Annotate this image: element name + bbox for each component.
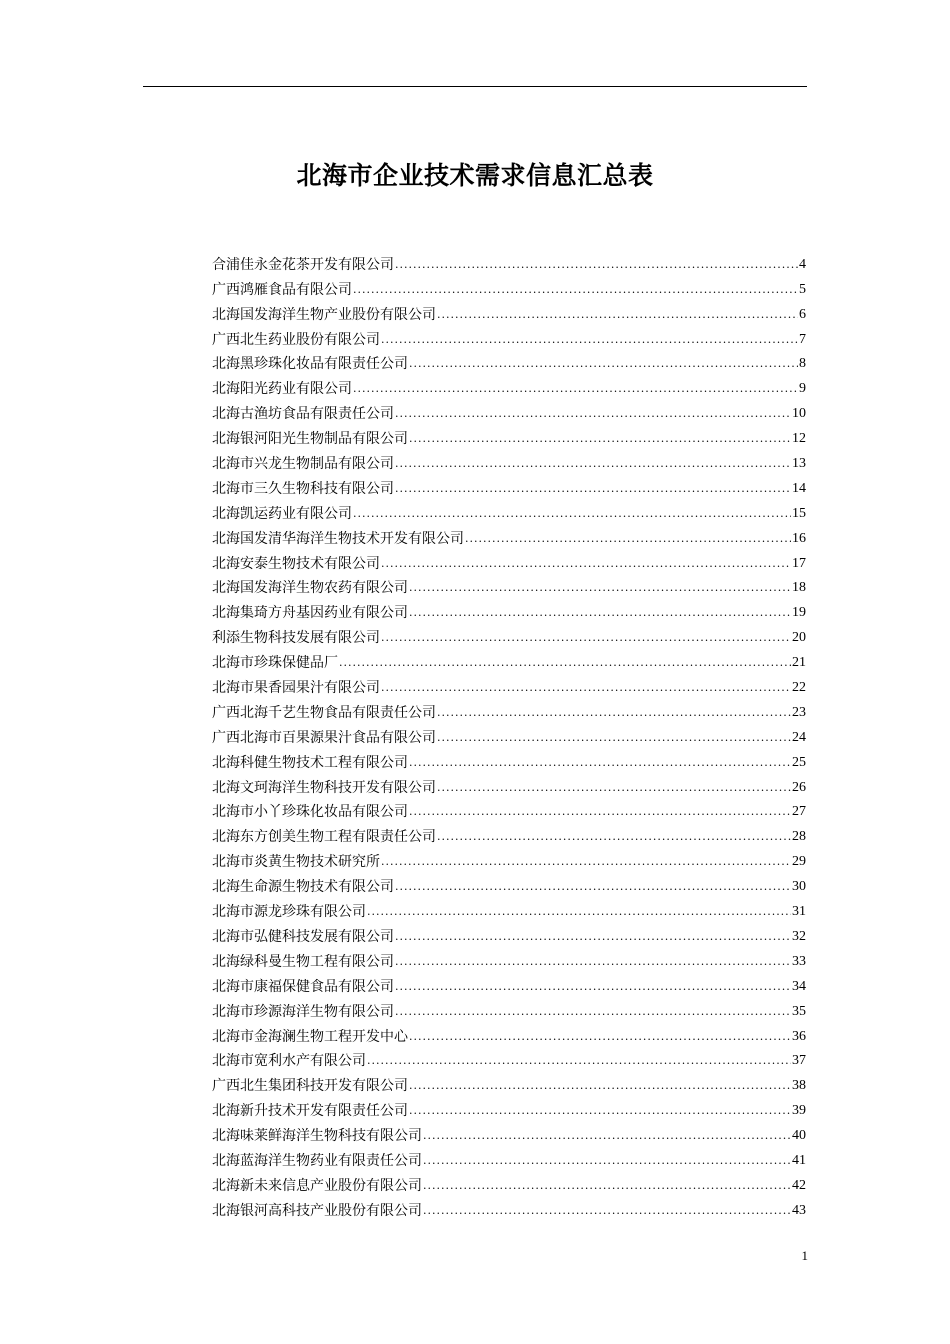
toc-entry-name: 北海安泰生物技术有限公司: [212, 555, 380, 572]
toc-entry[interactable]: [212, 1196, 806, 1221]
toc-entry-page: 14: [792, 480, 806, 496]
toc-dot-leader: [395, 1004, 791, 1020]
toc-entry-name: 北海市兴龙生物制品有限公司: [212, 456, 394, 473]
toc-entry-page: 18: [792, 580, 806, 596]
toc-dot-leader: [409, 1078, 791, 1094]
toc-entry-name: 北海绿科曼生物工程有限公司: [212, 953, 394, 970]
toc-entry[interactable]: [212, 673, 806, 698]
toc-entry-name: 北海新升技术开发有限责任公司: [212, 1103, 408, 1120]
toc-dot-leader: [381, 630, 791, 646]
toc-dot-leader: [339, 655, 791, 671]
toc-entry-page: 35: [792, 1003, 806, 1019]
toc-entry[interactable]: [212, 872, 806, 897]
toc-entry-page: 33: [792, 953, 806, 969]
toc-entry-name: 广西鸿雁食品有限公司: [212, 281, 352, 298]
toc-entry-page: 25: [792, 754, 806, 770]
toc-entry-name: 北海市小丫珍珠化妆品有限公司: [212, 804, 408, 821]
toc-dot-leader: [353, 381, 798, 397]
toc-dot-leader: [409, 804, 791, 820]
toc-entry-page: 5: [799, 281, 806, 297]
toc-entry[interactable]: [212, 1121, 806, 1146]
toc-dot-leader: [395, 929, 791, 945]
toc-dot-leader: [395, 481, 791, 497]
toc-entry-page: 29: [792, 854, 806, 870]
header-rule: [143, 86, 807, 87]
toc-entry[interactable]: [212, 623, 806, 648]
toc-entry-name: 北海市珍源海洋生物有限公司: [212, 1003, 394, 1020]
toc-dot-leader: [395, 879, 791, 895]
toc-dot-leader: [381, 332, 798, 348]
toc-entry-name: 北海集琦方舟基因药业有限公司: [212, 605, 408, 622]
toc-entry-page: 23: [792, 704, 806, 720]
toc-entry[interactable]: [212, 972, 806, 997]
toc-dot-leader: [437, 307, 798, 323]
toc-dot-leader: [423, 1203, 791, 1219]
toc-dot-leader: [409, 431, 791, 447]
toc-entry-name: 北海市炎黄生物技术研究所: [212, 854, 380, 871]
toc-entry[interactable]: [212, 325, 806, 350]
toc-entry-name: 北海新未来信息产业股份有限公司: [212, 1177, 422, 1194]
toc-dot-leader: [423, 1153, 791, 1169]
toc-entry-name: 北海市源龙珍珠有限公司: [212, 904, 366, 921]
toc-entry[interactable]: [212, 524, 806, 549]
toc-entry[interactable]: [212, 922, 806, 947]
toc-entry-page: 43: [792, 1202, 806, 1218]
toc-entry[interactable]: [212, 474, 806, 499]
toc-entry[interactable]: [212, 275, 806, 300]
toc-entry-name: 北海生命源生物技术有限公司: [212, 879, 394, 896]
toc-entry-page: 6: [799, 306, 806, 322]
toc-entry-name: 北海黑珍珠化妆品有限责任公司: [212, 356, 408, 373]
toc-entry[interactable]: [212, 399, 806, 424]
toc-entry-page: 28: [792, 829, 806, 845]
toc-entry-page: 13: [792, 456, 806, 472]
toc-entry[interactable]: [212, 350, 806, 375]
toc-entry-name: 北海国发海洋生物产业股份有限公司: [212, 306, 436, 323]
toc-entry-page: 12: [792, 431, 806, 447]
toc-entry-name: 北海市康福保健食品有限公司: [212, 978, 394, 995]
toc-entry[interactable]: [212, 947, 806, 972]
toc-entry-page: 7: [799, 331, 806, 347]
toc-entry-name: 北海市三久生物科技有限公司: [212, 480, 394, 497]
toc-entry-page: 38: [792, 1078, 806, 1094]
toc-entry[interactable]: [212, 374, 806, 399]
toc-entry-name: 北海蓝海洋生物药业有限责任公司: [212, 1152, 422, 1169]
toc-entry[interactable]: [212, 549, 806, 574]
toc-dot-leader: [367, 1053, 791, 1069]
toc-entry-name: 广西北海市百果源果汁食品有限公司: [212, 729, 436, 746]
toc-entry-name: 北海文珂海洋生物科技开发有限公司: [212, 779, 436, 796]
toc-entry[interactable]: [212, 1146, 806, 1171]
toc-entry-name: 北海凯运药业有限公司: [212, 505, 352, 522]
toc-entry-page: 40: [792, 1128, 806, 1144]
toc-entry-name: 北海市珍珠保健品厂: [212, 655, 338, 672]
toc-entry-page: 24: [792, 729, 806, 745]
document-title: 北海市企业技术需求信息汇总表: [296, 161, 654, 190]
toc-dot-leader: [409, 1103, 791, 1119]
toc-entry[interactable]: [212, 424, 806, 449]
toc-entry-page: 26: [792, 779, 806, 795]
toc-entry-name: 北海市弘健科技发展有限公司: [212, 928, 394, 945]
toc-entry[interactable]: [212, 1022, 806, 1047]
toc-entry-page: 41: [792, 1152, 806, 1168]
toc-entry[interactable]: [212, 822, 806, 847]
toc-entry-page: 36: [792, 1028, 806, 1044]
toc-entry[interactable]: [212, 1171, 806, 1196]
toc-dot-leader: [437, 730, 791, 746]
toc-entry[interactable]: [212, 897, 806, 922]
toc-entry[interactable]: [212, 698, 806, 723]
toc-dot-leader: [381, 556, 791, 572]
toc-entry-page: 19: [792, 605, 806, 621]
toc-entry[interactable]: [212, 798, 806, 823]
toc-entry-page: 21: [792, 655, 806, 671]
table-of-contents: [212, 250, 806, 1221]
toc-dot-leader: [437, 829, 791, 845]
toc-dot-leader: [353, 506, 791, 522]
toc-entry[interactable]: [212, 499, 806, 524]
toc-dot-leader: [409, 755, 791, 771]
toc-entry-page: 42: [792, 1177, 806, 1193]
toc-dot-leader: [409, 605, 791, 621]
toc-entry-page: 20: [792, 630, 806, 646]
toc-dot-leader: [381, 680, 791, 696]
toc-entry-name: 北海国发清华海洋生物技术开发有限公司: [212, 530, 464, 547]
toc-entry-name: 合浦佳永金花茶开发有限公司: [212, 256, 394, 273]
toc-entry-name: 北海银河阳光生物制品有限公司: [212, 431, 408, 448]
toc-entry[interactable]: [212, 1047, 806, 1072]
toc-entry-page: 27: [792, 804, 806, 820]
toc-entry-name: 北海国发海洋生物农药有限公司: [212, 580, 408, 597]
toc-entry-name: 广西北海千艺生物食品有限责任公司: [212, 704, 436, 721]
toc-dot-leader: [423, 1178, 791, 1194]
toc-entry-page: 37: [792, 1053, 806, 1069]
toc-entry-name: 利添生物科技发展有限公司: [212, 630, 380, 647]
toc-dot-leader: [367, 904, 791, 920]
toc-entry-page: 22: [792, 680, 806, 696]
toc-dot-leader: [353, 282, 798, 298]
toc-entry-page: 10: [792, 406, 806, 422]
toc-entry[interactable]: [212, 598, 806, 623]
toc-dot-leader: [395, 406, 791, 422]
toc-entry-page: 17: [792, 555, 806, 571]
toc-entry-name: 北海市金海澜生物工程开发中心: [212, 1028, 408, 1045]
toc-entry[interactable]: [212, 723, 806, 748]
toc-dot-leader: [437, 780, 791, 796]
toc-entry-name: 北海市果香园果汁有限公司: [212, 680, 380, 697]
toc-entry-page: 4: [799, 256, 806, 272]
toc-entry-name: 北海东方创美生物工程有限责任公司: [212, 829, 436, 846]
toc-dot-leader: [409, 1029, 791, 1045]
toc-entry-name: 北海市宽利水产有限公司: [212, 1053, 366, 1070]
toc-entry-page: 34: [792, 978, 806, 994]
toc-entry[interactable]: [212, 300, 806, 325]
toc-dot-leader: [437, 705, 791, 721]
toc-dot-leader: [395, 954, 791, 970]
toc-entry-name: 广西北生集团科技开发有限公司: [212, 1078, 408, 1095]
toc-entry[interactable]: [212, 773, 806, 798]
toc-dot-leader: [423, 1128, 791, 1144]
toc-entry-name: 北海科健生物技术工程有限公司: [212, 754, 408, 771]
toc-entry[interactable]: [212, 1071, 806, 1096]
toc-entry[interactable]: [212, 748, 806, 773]
toc-dot-leader: [409, 580, 791, 596]
toc-entry-page: 39: [792, 1103, 806, 1119]
toc-entry[interactable]: [212, 250, 806, 275]
toc-entry[interactable]: [212, 1096, 806, 1121]
toc-entry[interactable]: [212, 847, 806, 872]
toc-dot-leader: [409, 356, 798, 372]
toc-dot-leader: [395, 257, 798, 273]
toc-entry-page: 16: [792, 530, 806, 546]
toc-entry[interactable]: [212, 997, 806, 1022]
toc-entry[interactable]: [212, 648, 806, 673]
toc-entry-name: 北海味莱鲜海洋生物科技有限公司: [212, 1128, 422, 1145]
toc-entry-name: 北海古渔坊食品有限责任公司: [212, 406, 394, 423]
toc-dot-leader: [381, 854, 791, 870]
toc-entry-page: 15: [792, 505, 806, 521]
toc-entry-name: 北海银河高科技产业股份有限公司: [212, 1202, 422, 1219]
page-number: 1: [801, 1248, 808, 1263]
toc-entry-page: 9: [799, 381, 806, 397]
toc-dot-leader: [395, 979, 791, 995]
toc-entry-page: 32: [792, 928, 806, 944]
toc-entry[interactable]: [212, 449, 806, 474]
toc-entry[interactable]: [212, 574, 806, 599]
toc-entry-page: 8: [799, 356, 806, 372]
toc-entry-page: 31: [792, 904, 806, 920]
toc-entry-page: 30: [792, 879, 806, 895]
toc-entry-name: 广西北生药业股份有限公司: [212, 331, 380, 348]
toc-dot-leader: [465, 531, 791, 547]
toc-dot-leader: [395, 456, 791, 472]
toc-entry-name: 北海阳光药业有限公司: [212, 381, 352, 398]
